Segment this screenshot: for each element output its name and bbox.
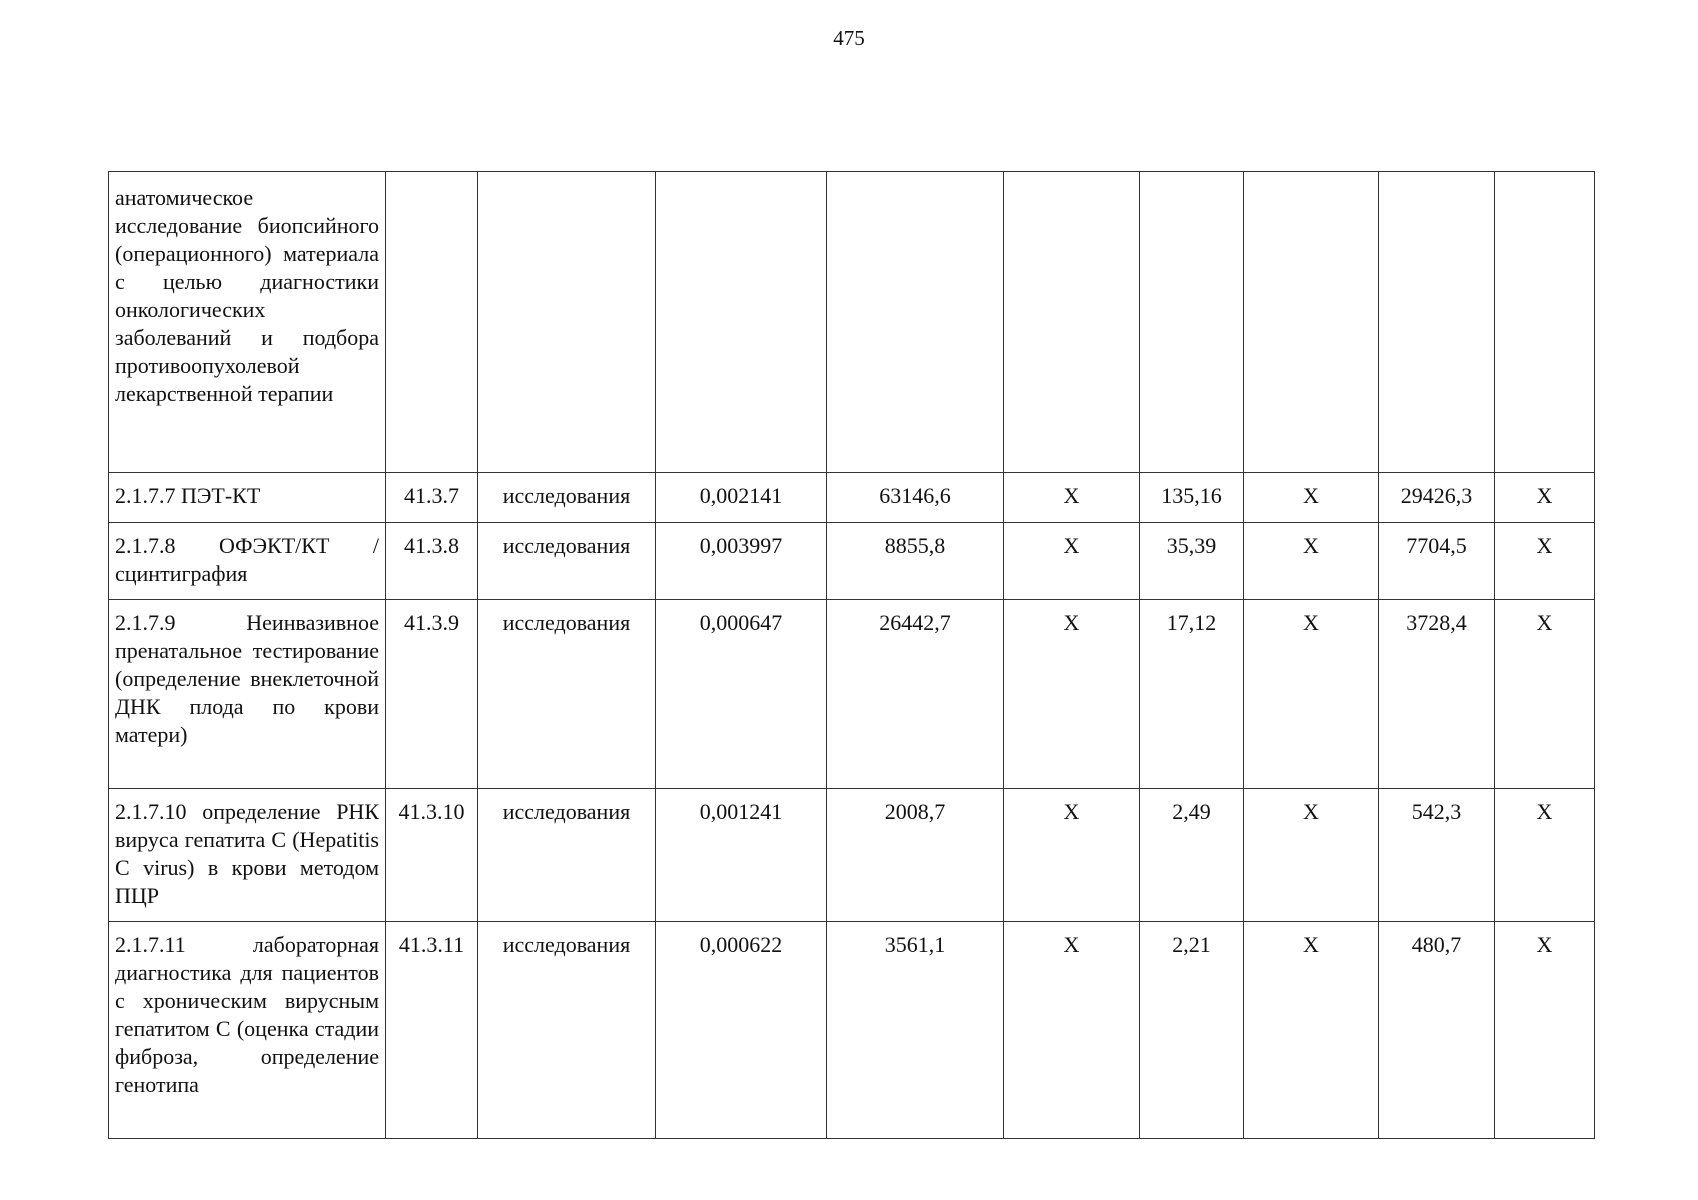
col9-cell: 542,3	[1379, 789, 1495, 922]
unit-cell: исследования	[478, 473, 656, 523]
col7-cell: 17,12	[1140, 600, 1244, 789]
norm-cost-cell: 2008,7	[827, 789, 1004, 922]
code-cell: 41.3.7	[386, 473, 478, 523]
page-number: 475	[833, 26, 865, 50]
col8-cell: X	[1244, 473, 1379, 523]
code-cell: 41.3.9	[386, 600, 478, 789]
col7-cell: 2,49	[1140, 789, 1244, 922]
row-name-cell: 2.1.7.11 лабораторная диагностика для пациентов с хроническим вирусным гепатитом С (оценка стадии фиброза, определение генотипа	[109, 922, 386, 1139]
norm-cost-cell: 26442,7	[827, 600, 1004, 789]
col8-cell: X	[1244, 523, 1379, 600]
row-name-cell: 2.1.7.7 ПЭТ-КТ	[109, 473, 386, 523]
data-table	[108, 171, 1595, 1139]
table-row	[109, 172, 1595, 473]
unit-cell: исследования	[478, 600, 656, 789]
norm-cost-cell: 3561,1	[827, 922, 1004, 1139]
col6-cell: X	[1004, 600, 1140, 789]
col10-cell: X	[1495, 473, 1595, 523]
col9-cell	[1379, 172, 1495, 473]
col9-cell: 29426,3	[1379, 473, 1495, 523]
col10-cell: X	[1495, 789, 1595, 922]
col10-cell: X	[1495, 600, 1595, 789]
col7-cell: 135,16	[1140, 473, 1244, 523]
norm-cost-cell: 63146,6	[827, 473, 1004, 523]
unit-cell	[478, 172, 656, 473]
norm-volume-cell: 0,001241	[656, 789, 827, 922]
col8-cell: X	[1244, 600, 1379, 789]
col10-cell: X	[1495, 922, 1595, 1139]
col8-cell: X	[1244, 789, 1379, 922]
table-row	[109, 473, 1595, 523]
col9-cell: 3728,4	[1379, 600, 1495, 789]
row-name-cell: 2.1.7.8 ОФЭКТ/КТ /сцинтиграфия	[109, 523, 386, 600]
norm-volume-cell: 0,000622	[656, 922, 827, 1139]
norm-cost-cell: 8855,8	[827, 523, 1004, 600]
table-row	[109, 600, 1595, 789]
col10-cell: X	[1495, 523, 1595, 600]
row-name-cell: 2.1.7.10 определение РНК вируса гепатита С (Hepatitis C virus) в крови методом ПЦР	[109, 789, 386, 922]
code-cell: 41.3.10	[386, 789, 478, 922]
unit-cell: исследования	[478, 922, 656, 1139]
col7-cell: 2,21	[1140, 922, 1244, 1139]
norm-volume-cell: 0,003997	[656, 523, 827, 600]
code-cell: 41.3.11	[386, 922, 478, 1139]
col7-cell	[1140, 172, 1244, 473]
col8-cell: X	[1244, 922, 1379, 1139]
row-name-cell: анатомическое исследование биопсийного (операционного) материала с целью диагностики онкологических заболеваний и подбора противоопухолевой лекарственной терапии	[109, 172, 386, 473]
col6-cell: X	[1004, 922, 1140, 1139]
code-cell	[386, 172, 478, 473]
norm-volume-cell: 0,002141	[656, 473, 827, 523]
col9-cell: 480,7	[1379, 922, 1495, 1139]
code-cell: 41.3.8	[386, 523, 478, 600]
col6-cell: X	[1004, 523, 1140, 600]
col9-cell: 7704,5	[1379, 523, 1495, 600]
col6-cell	[1004, 172, 1140, 473]
unit-cell: исследования	[478, 523, 656, 600]
norm-cost-cell	[827, 172, 1004, 473]
norm-volume-cell: 0,000647	[656, 600, 827, 789]
col6-cell: X	[1004, 789, 1140, 922]
norm-volume-cell	[656, 172, 827, 473]
col7-cell: 35,39	[1140, 523, 1244, 600]
col8-cell	[1244, 172, 1379, 473]
unit-cell: исследования	[478, 789, 656, 922]
row-name-cell: 2.1.7.9 Неинвазивное пренатальное тестирование (определение внеклеточной ДНК плода по крови матери)	[109, 600, 386, 789]
col10-cell	[1495, 172, 1595, 473]
col6-cell: X	[1004, 473, 1140, 523]
table-row	[109, 922, 1595, 1139]
table-row	[109, 523, 1595, 600]
table-row	[109, 789, 1595, 922]
